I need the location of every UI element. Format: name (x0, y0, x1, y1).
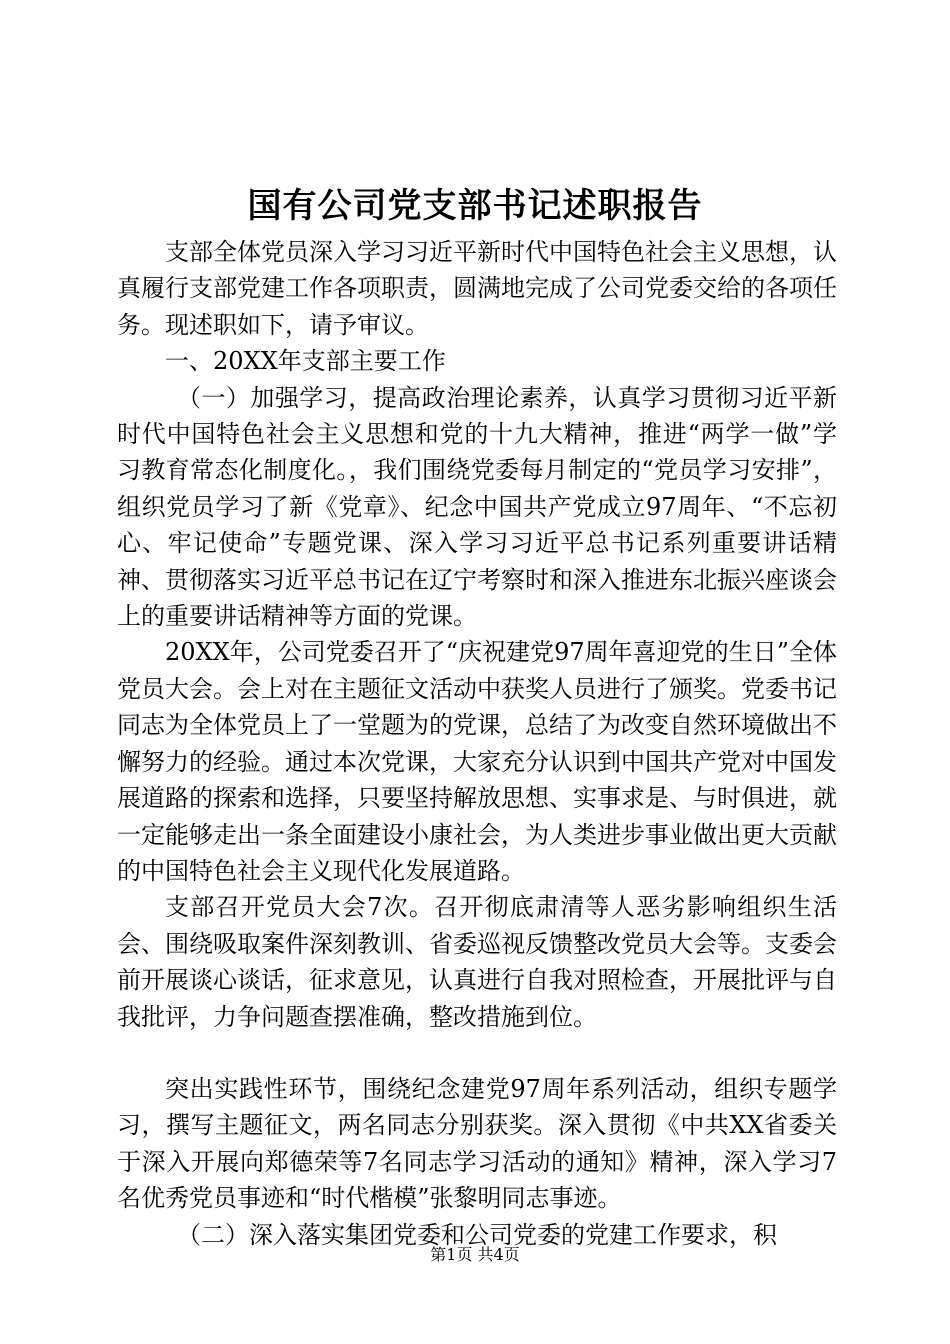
section-heading: 一、20XX年支部主要工作 (165, 347, 446, 376)
subsection-paragraph: （二）深入落实集团党委和公司党委的党建工作要求，积 (177, 1220, 777, 1249)
assembly-paragraph: 支部召开党员大会7次。召开彻底肃清等人恶劣影响组织生活会、围绕吸取案件深刻教训、省委巡视反馈整改党员大会等。支委会前开展谈心谈话，征求意见，认真进行自我对照检查，开展批评与自我批评，力争问题查摆准确，整改措施到位。 (117, 893, 837, 1031)
document-title: 国有公司党支部书记述职报告 (247, 186, 703, 226)
document-body (117, 234, 837, 1253)
practice-paragraph: 突出实践性环节，围绕纪念建党97周年系列活动，组织专题学习，撰写主题征文，两名同志分别获奖。深入贯彻《中共XX省委关于深入开展向郑德荣等7名同志学习活动的通知》精神，深入学习7名优秀党员事迹和“时代楷模”张黎明同志事迹。 (117, 1074, 837, 1213)
page-footer: 第1页 共4页 (430, 1245, 520, 1264)
meeting-paragraph: 20XX年，公司党委召开了“庆祝建党97周年喜迎党的生日”全体党员大会。会上对在主题征文活动中获奖人员进行了颁奖。党委书记同志为全体党员上了一堂题为的党课，总结了为改变自然环境做出不懈努力的经验。通过本次党课，大家充分认识到中国共产党对中国发展道路的探索和选择，只要坚持解放思想、实事求是、与时俱进，就一定能够走出一条全面建设小康社会，为人类进步事业做出更大贡献的中国特色社会主义现代化发展道路。 (117, 638, 837, 885)
study-paragraph: （一）加强学习，提高政治理论素养，认真学习贯彻习近平新时代中国特色社会主义思想和党的十九大精神，推进“两学一做”学习教育常态化制度化。，我们围绕党委每月制定的“党员学习安排”，组织党员学习了新《党章》、纪念中国共产党成立97周年、“不忘初心、牢记使命”专题党课、深入学习习近平总书记系列重要讲话精神、贯彻落实习近平总书记在辽宁考察时和深入推进东北振兴座谈会上的重要讲话精神等方面的党课。 (117, 383, 837, 631)
intro-paragraph: 支部全体党员深入学习习近平新时代中国特色社会主义思想，认真履行支部党建工作各项职责，圆满地完成了公司党委交给的各项任务。现述职如下，请予审议。 (117, 238, 837, 339)
